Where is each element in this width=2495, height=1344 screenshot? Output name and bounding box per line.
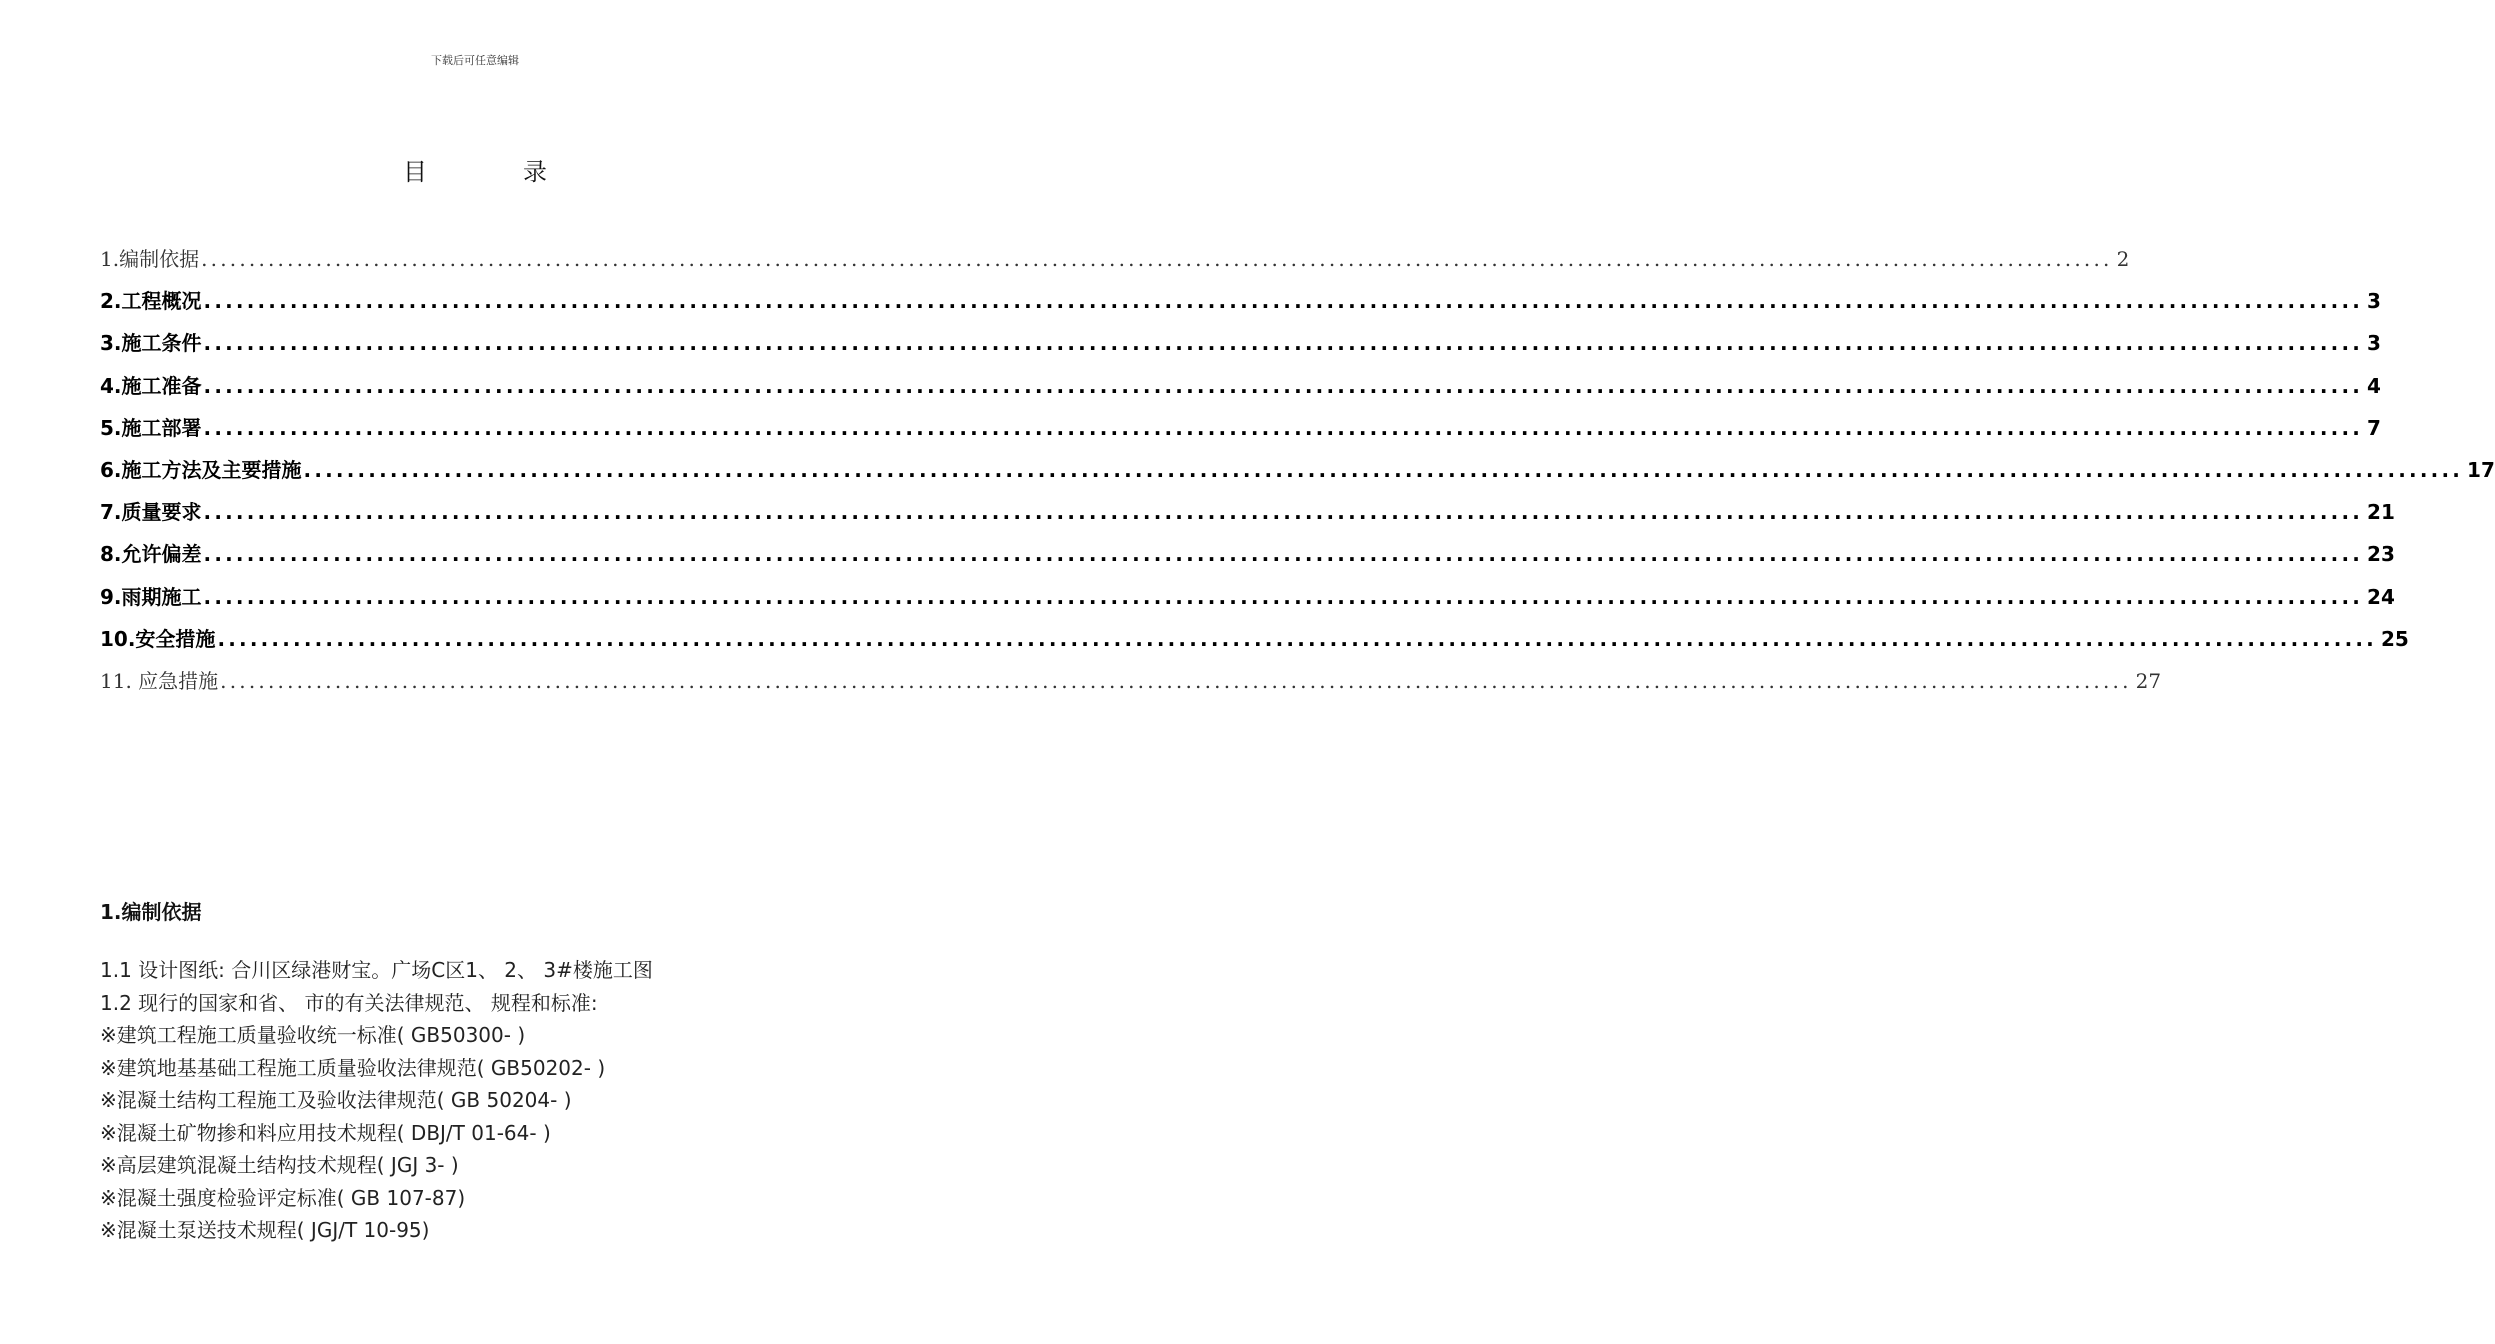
toc-entry-label: 9.雨期施工 bbox=[100, 584, 202, 609]
header-note: 下载后可任意编辑 bbox=[431, 54, 519, 67]
toc-entry-label: 11. 应急措施 bbox=[100, 668, 219, 693]
toc-leader-dots: ........................................................................................................................................................................................................ bbox=[220, 668, 2132, 693]
toc-leader-dots: ........................................................................................................................................................................................................ bbox=[217, 626, 2377, 651]
toc-entry-label: 1.编制依据 bbox=[100, 247, 200, 271]
toc-entry[interactable] bbox=[100, 533, 2395, 575]
body-line: ※混凝土结构工程施工及验收法律规范( GB 50204- ) bbox=[100, 1088, 572, 1112]
toc-entry-label: 4.施工准备 bbox=[100, 373, 202, 398]
toc-title-left: 目 bbox=[403, 158, 427, 186]
body-line: ※建筑地基基础工程施工质量验收法律规范( GB50202- ) bbox=[100, 1055, 606, 1080]
table-of-contents bbox=[100, 238, 2495, 702]
toc-entry-label: 8.允许偏差 bbox=[100, 542, 202, 567]
toc-entry-page: 3 bbox=[2367, 289, 2381, 314]
body-line: ※混凝土强度检验评定标准( GB 107-87) bbox=[100, 1185, 466, 1210]
toc-entry-label: 5.施工部署 bbox=[100, 415, 202, 440]
body-line: ※高层建筑混凝土结构技术规程( JGJ 3- ) bbox=[100, 1153, 459, 1177]
section-heading: 1.编制依据 bbox=[100, 900, 202, 924]
body-line: ※混凝土泵送技术规程( JGJ/T 10-95) bbox=[100, 1218, 430, 1242]
toc-entry-page: 21 bbox=[2367, 500, 2395, 525]
toc-entry[interactable] bbox=[100, 322, 2381, 364]
toc-leader-dots: ........................................................................................................................................................................................................ bbox=[203, 415, 2364, 440]
body-line: ※混凝土矿物掺和料应用技术规程( DBJ/T 01-64- ) bbox=[100, 1120, 551, 1145]
toc-entry-page: 27 bbox=[2135, 668, 2162, 693]
toc-entry[interactable] bbox=[100, 365, 2381, 407]
toc-leader-dots: ........................................................................................................................................................................................................ bbox=[203, 500, 2364, 525]
toc-entry-page: 17 bbox=[2467, 457, 2495, 482]
toc-entry[interactable] bbox=[100, 576, 2395, 618]
toc-title-right: 录 bbox=[523, 158, 547, 186]
toc-entry[interactable] bbox=[100, 449, 2495, 491]
toc-entry-page: 7 bbox=[2367, 415, 2381, 440]
toc-leader-dots: ........................................................................................................................................................................................................ bbox=[203, 373, 2364, 398]
toc-entry-page: 4 bbox=[2367, 373, 2381, 398]
toc-leader-dots: ........................................................................................................................................................................................................ bbox=[203, 542, 2364, 567]
toc-entry-label: 10.安全措施 bbox=[100, 626, 216, 651]
toc-entry-label: 2.工程概况 bbox=[100, 289, 202, 314]
toc-entry-page: 23 bbox=[2367, 542, 2395, 567]
toc-leader-dots: ........................................................................................................................................................................................................ bbox=[203, 289, 2364, 314]
toc-entry[interactable] bbox=[100, 407, 2381, 449]
body-line: 1.2 现行的国家和省、 市的有关法律规范、 规程和标准: bbox=[100, 990, 598, 1015]
toc-leader-dots: ........................................................................................................................................................................................................ bbox=[303, 457, 2464, 482]
toc-leader-dots: ........................................................................................................................................................................................................ bbox=[203, 584, 2364, 609]
toc-entry-label: 6.施工方法及主要措施 bbox=[100, 457, 302, 482]
toc-entry-page: 3 bbox=[2367, 331, 2381, 356]
toc-entry-page: 2 bbox=[2116, 247, 2130, 271]
toc-entry-label: 7.质量要求 bbox=[100, 500, 202, 525]
toc-entry-label: 3.施工条件 bbox=[100, 331, 202, 356]
section-body bbox=[100, 954, 900, 1247]
body-line: ※建筑工程施工质量验收统一标准( GB50300- ) bbox=[100, 1023, 526, 1047]
body-line: 1.1 设计图纸: 合川区绿港财宝。广场C区1、 2、 3#楼施工图 bbox=[100, 958, 653, 982]
toc-entry[interactable] bbox=[100, 660, 2162, 702]
toc-leader-dots: ........................................................................................................................................................................................................ bbox=[201, 247, 2113, 271]
toc-entry[interactable] bbox=[100, 491, 2395, 533]
toc-leader-dots: ........................................................................................................................................................................................................ bbox=[203, 331, 2364, 356]
toc-entry-page: 24 bbox=[2367, 584, 2395, 609]
toc-entry[interactable] bbox=[100, 238, 2130, 280]
toc-entry[interactable] bbox=[100, 280, 2381, 322]
toc-title bbox=[0, 152, 950, 187]
toc-entry-page: 25 bbox=[2380, 626, 2409, 651]
toc-entry[interactable] bbox=[100, 618, 2409, 660]
